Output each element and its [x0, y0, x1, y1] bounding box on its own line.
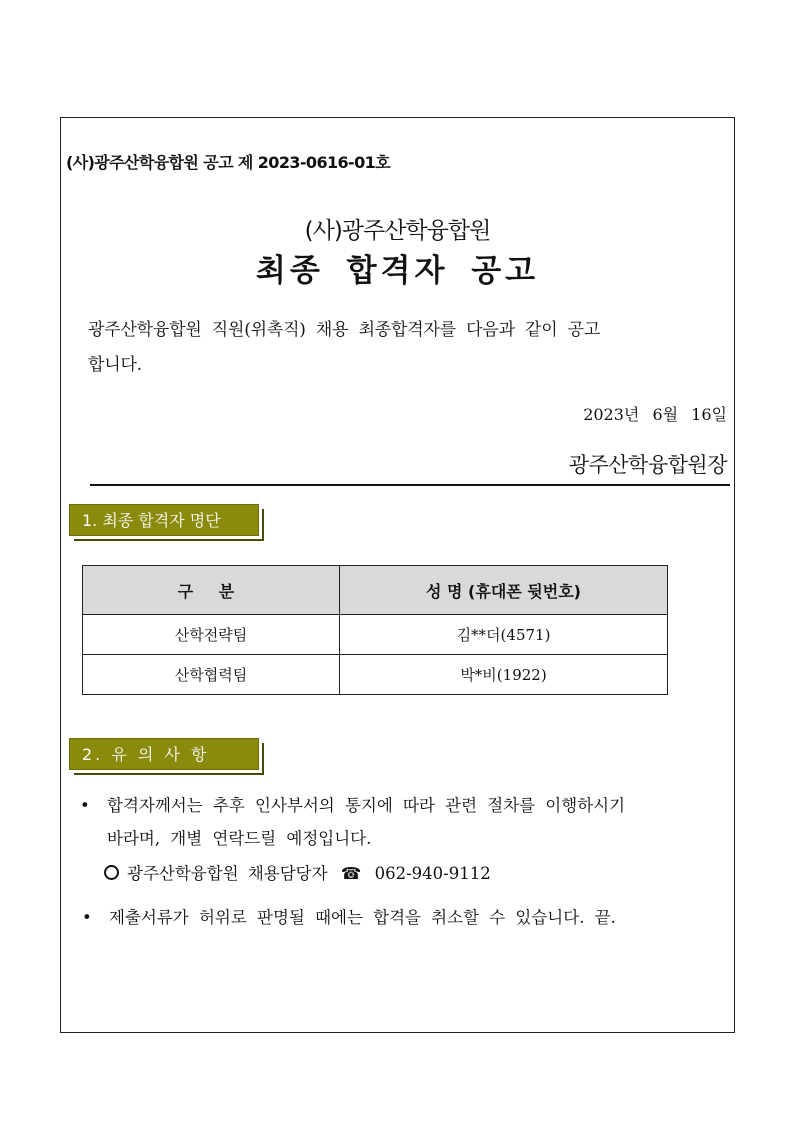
note-item-cancellation: [82, 901, 742, 934]
note-text: 제출서류가 허위로 판명될 때에는 합격을 취소할 수 있습니다. 끝.: [109, 908, 616, 927]
organization-name: (사)광주산학융합원: [304, 218, 491, 244]
header-division: 구 분: [83, 566, 340, 615]
phone-icon: ☎: [340, 864, 362, 883]
notice-number: (사)광주산학융합원 공고 제 2023-0616-01호: [66, 153, 391, 172]
note-text-line-2: 바라며, 개별 연락드릴 예정입니다.: [107, 829, 372, 848]
intro-paragraph: [88, 313, 708, 383]
circle-bullet-icon: [104, 865, 119, 880]
note-text-line-1: 합격자께서는 추후 인사부서의 통지에 따라 관련 절차를 이행하시기: [107, 796, 626, 815]
cell-name: 박*비(1922): [340, 655, 668, 695]
section-heading-notes: 2. 유 의 사 항: [69, 738, 259, 770]
table-row: [83, 655, 668, 695]
contact-phone: 062-940-9112: [374, 864, 491, 883]
contact-info: [104, 860, 491, 884]
cell-division: 산학협력팀: [83, 655, 340, 695]
signature-line: [90, 484, 730, 486]
contact-label: 광주산학융합원 채용담당자: [127, 864, 328, 883]
intro-line-2: 합니다.: [88, 355, 142, 375]
cell-division: 산학전략팀: [83, 615, 340, 655]
final-candidates-table: [82, 565, 668, 695]
bullet-dot-icon: •: [80, 796, 90, 815]
section-heading-final-list: 1. 최종 합격자 명단: [69, 504, 259, 536]
note-item-procedure: [80, 789, 740, 855]
table-row: [83, 615, 668, 655]
intro-line-1: 광주산학융합원 직원(위촉직) 채용 최종합격자를 다음과 같이 공고: [88, 320, 601, 340]
page-title: 최종 합격자 공고: [255, 253, 540, 289]
header-name-phone: 성 명 (휴대폰 뒷번호): [340, 566, 668, 615]
table-header-row: [83, 566, 668, 615]
bullet-dot-icon: •: [82, 908, 92, 927]
cell-name: 김**더(4571): [340, 615, 668, 655]
signer-name: 광주산학융합원장: [568, 453, 727, 477]
notice-date: 2023년 6월 16일: [583, 405, 727, 424]
